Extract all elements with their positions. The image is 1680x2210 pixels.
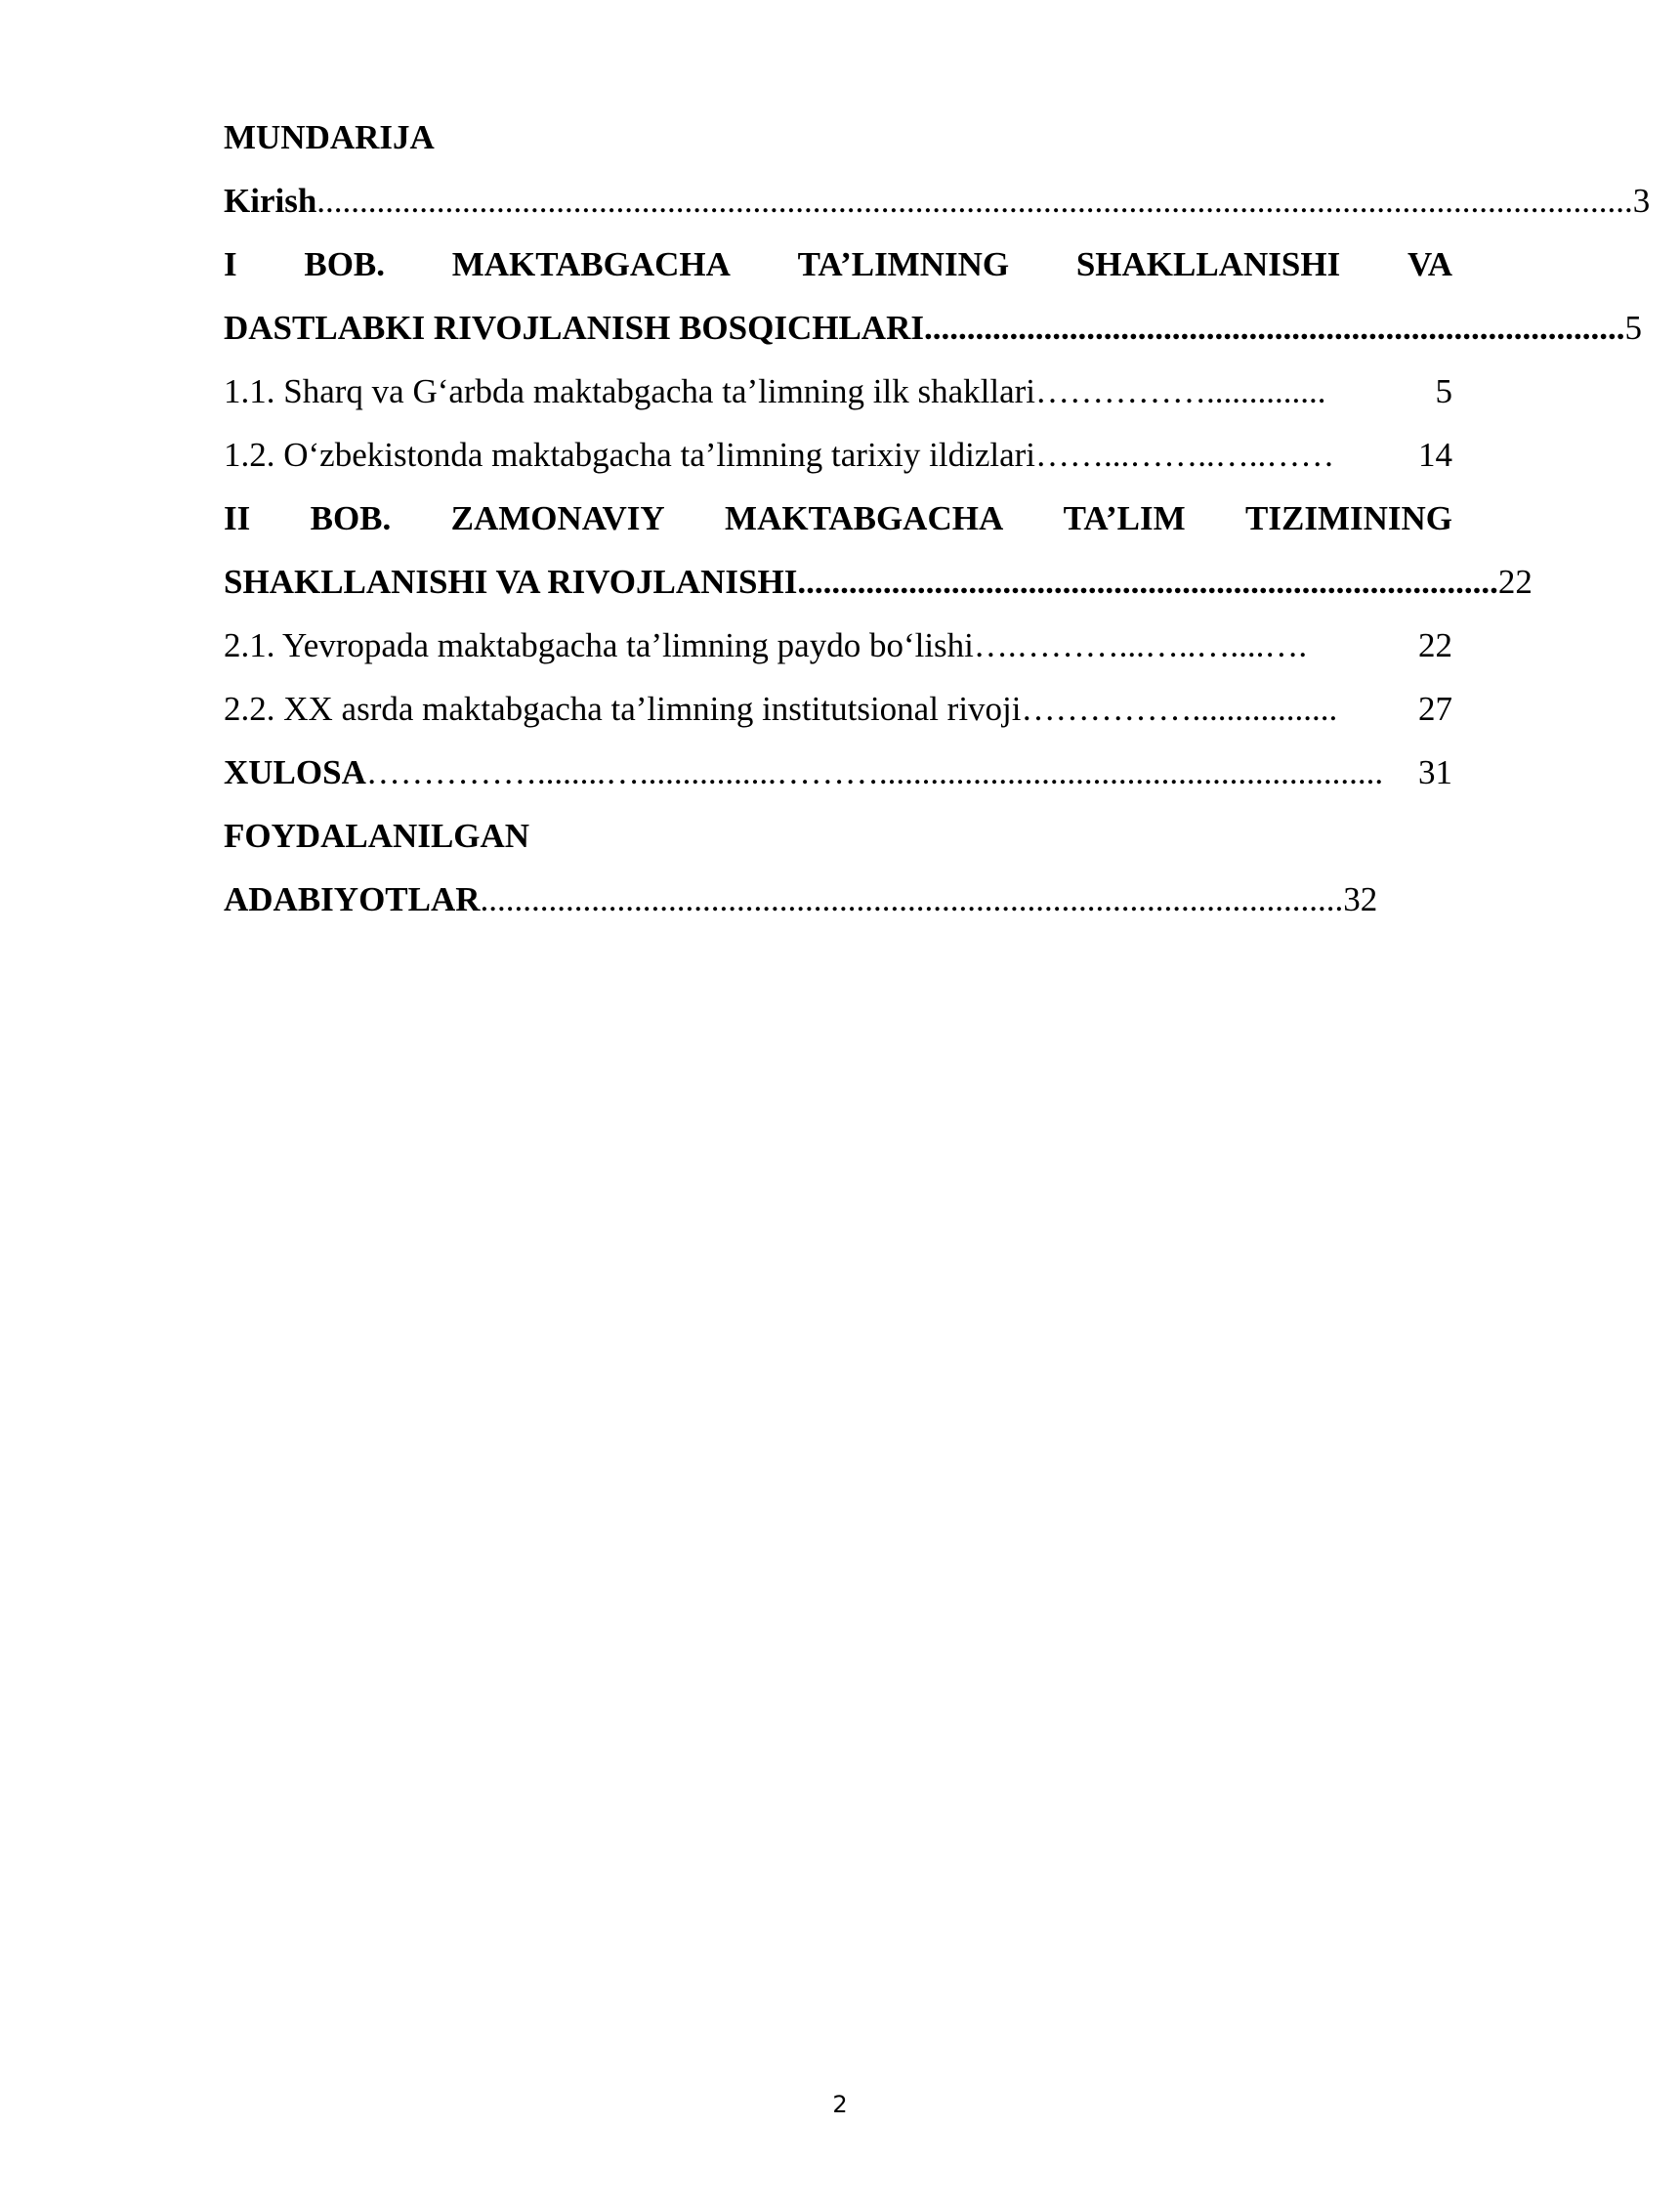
toc-entry-chapter1-line2[interactable]	[224, 296, 1642, 360]
chapter1-word: BOB.	[304, 245, 386, 283]
page-number: 2	[832, 2091, 848, 2118]
chapter2-word: ZAMONAVIY	[450, 499, 665, 537]
chapter1-word: I	[224, 245, 237, 283]
toc-entry-chapter2-line1[interactable]	[224, 487, 1452, 550]
toc-entry-intro[interactable]	[224, 169, 1651, 233]
dot-leader: ..................................................................................	[923, 309, 1625, 347]
toc-entry-label: DASTLABKI RIVOJLANISH BOSQICHLARI	[224, 309, 924, 347]
chapter2-word: MAKTABGACHA	[725, 499, 1004, 537]
table-of-contents	[224, 106, 1651, 931]
toc-page-number: 5	[1435, 372, 1452, 410]
toc-entry-chapter2-line2[interactable]	[224, 550, 1533, 614]
toc-page-number: 27	[1418, 690, 1452, 728]
toc-entry-label: 1.2. O‘zbekistonda maktabgacha ta’limning tarixiy ildizlari	[224, 436, 1035, 474]
toc-entry-references-line1[interactable]: FOYDALANILGAN	[224, 817, 530, 855]
chapter2-word: TA’LIM	[1063, 499, 1186, 537]
toc-entry-label: SHAKLLANISHI VA RIVOJLANISHI	[224, 563, 798, 601]
chapter1-word: SHAKLLANISHI	[1075, 245, 1341, 283]
chapter1-word: VA	[1407, 245, 1452, 283]
dot-leader: …………….................	[1021, 690, 1338, 728]
toc-entry-section-2-1[interactable]	[224, 614, 1452, 677]
toc-entry-label: 2.2. XX asrda maktabgacha ta’limning institutsional rivoji	[224, 690, 1022, 728]
toc-entry-label: 2.1. Yevropada maktabgacha ta’limning paydo bo‘lishi	[224, 626, 974, 664]
toc-page-number: 22	[1497, 563, 1533, 601]
toc-entry-chapter1-line1[interactable]	[224, 233, 1452, 296]
chapter2-word: II	[224, 499, 251, 537]
toc-entry-conclusion[interactable]	[224, 741, 1452, 804]
toc-entry-section-1-2[interactable]	[224, 423, 1452, 487]
toc-page-number: 22	[1418, 626, 1452, 664]
dot-leader: ……………..............	[1035, 372, 1326, 410]
toc-page-number: 31	[1418, 753, 1452, 791]
dot-leader: ……………........…................………...........................................................	[365, 753, 1384, 791]
toc-heading: MUNDARIJA	[224, 118, 435, 156]
toc-entry-label: XULOSA	[224, 753, 366, 791]
toc-entry-label: Kirish	[224, 182, 317, 220]
dot-leader: ..........................................................................................................................................................	[316, 182, 1633, 220]
toc-page-number: 32	[1343, 880, 1378, 918]
chapter1-word: MAKTABGACHA	[451, 245, 731, 283]
chapter1-word: TA’LIMNING	[797, 245, 1010, 283]
toc-page-number: 3	[1632, 182, 1651, 220]
dot-leader: .....................................................................................................	[480, 880, 1344, 918]
toc-entry-section-2-2[interactable]	[224, 677, 1452, 741]
dot-leader: ..................................................................................	[797, 563, 1498, 601]
toc-entry-label: 1.1. Sharq va G‘arbda maktabgacha ta’limning ilk shakllari	[224, 372, 1035, 410]
chapter2-word: BOB.	[310, 499, 392, 537]
dot-leader: ……...……..…..……	[1035, 436, 1335, 474]
dot-leader: ….………...…..…....….	[973, 626, 1308, 664]
toc-page-number: 14	[1418, 436, 1452, 474]
toc-entry-references-line2[interactable]	[224, 868, 1378, 931]
toc-entry-section-1-1[interactable]	[224, 360, 1452, 423]
toc-entry-label: ADABIYOTLAR	[224, 880, 481, 918]
chapter2-word: TIZIMINING	[1245, 499, 1452, 537]
toc-page-number: 5	[1624, 309, 1642, 347]
